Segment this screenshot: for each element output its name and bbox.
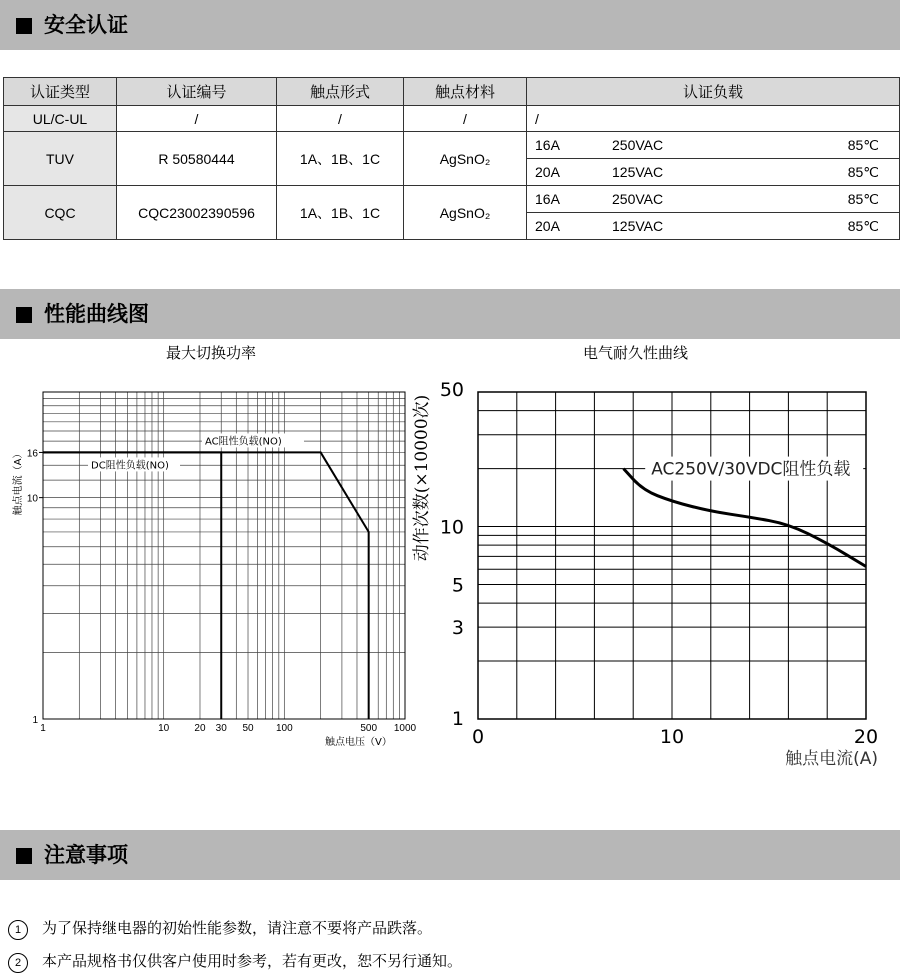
note-text: 本产品规格书仅供客户使用时参考，若有更改，恕不另行通知。 [42,952,463,970]
cell-type: CQC [4,186,117,240]
load-temp: 85℃ [847,164,879,180]
y-tick-label: 16 [26,448,38,460]
x-tick-label: 100 [275,723,293,734]
chart-switching-power [0,370,420,760]
section-header-cert [0,0,900,50]
x-tick-label: 30 [215,723,227,734]
header-contact-form: 触点形式 [277,78,404,106]
header-cert-load: 认证负载 [527,78,900,106]
load-voltage: 250VAC [612,137,664,153]
load-line [527,132,899,159]
square-bullet-icon [16,848,32,864]
y-tick-label: 3 [451,617,464,640]
x-tick-label: 50 [242,723,254,734]
section-header-notes [0,830,900,880]
load-line [527,159,899,185]
certification-table [3,77,900,240]
load-voltage: 125VAC [612,164,664,180]
note-number: 2 [8,953,28,973]
load-temp: 85℃ [847,137,879,153]
cell-material: AgSnO₂ [404,132,527,186]
x-tick-label: 0 [471,726,485,748]
y-axis-label: 动作次数(×10000次) [412,394,432,562]
series-line-endurance [624,469,867,567]
x-axis-label: 触点电压（V） [325,737,392,748]
square-bullet-icon [16,18,32,34]
x-tick-label: 10 [659,726,685,748]
cell-material: AgSnO₂ [404,186,527,240]
cell-form: 1A、1B、1C [277,186,404,240]
load-current: 16A [535,191,560,207]
section-header-curves [0,289,900,339]
x-tick-label: 10 [158,723,170,734]
series-label-ac: AC阻性负载(NO) [204,436,282,448]
y-tick-label: 50 [439,379,464,401]
cell-number: R 50580444 [117,132,277,186]
x-tick-label: 20 [853,726,879,748]
load-current: 20A [535,218,560,234]
chart-electrical-endurance [400,370,900,780]
cell-form: 1A、1B、1C [277,132,404,186]
note-item [8,950,462,973]
chart-title-switching-power: 最大切换功率 [166,344,257,362]
x-tick-label: 20 [194,723,206,734]
note-text: 为了保持继电器的初始性能参数，请注意不要将产品跌落。 [42,919,433,937]
y-tick-label: 1 [451,708,464,730]
cell-number: / [117,106,277,132]
table-row [4,106,900,132]
table-row [4,132,900,186]
cell-number: CQC23002390596 [117,186,277,240]
y-tick-label: 10 [439,516,464,539]
note-item [8,917,432,940]
section-title: 性能曲线图 [44,302,149,326]
section-title: 安全认证 [44,13,128,37]
cell-load [527,132,900,186]
cell-material: / [404,106,527,132]
x-tick-label: 1 [40,723,46,734]
section-title: 注意事项 [44,843,128,867]
load-line [527,213,899,239]
note-number: 1 [8,920,28,940]
chart-title-endurance: 电气耐久性曲线 [583,344,689,362]
y-tick-label: 5 [451,574,464,597]
load-voltage: 125VAC [612,218,664,234]
cell-load: / [527,106,900,132]
cell-type: UL/C-UL [4,106,117,132]
square-bullet-icon [16,307,32,323]
y-axis-label: 触点电流（A） [13,448,24,516]
cell-form: / [277,106,404,132]
series-label-endurance: AC250V/30VDC阻性负载 [651,459,851,480]
load-current: 20A [535,164,560,180]
load-temp: 85℃ [847,191,879,207]
y-tick-label: 10 [26,493,38,505]
x-tick-label: 1000 [393,723,417,734]
cell-type: TUV [4,132,117,186]
load-voltage: 250VAC [612,191,664,207]
header-cert-number: 认证编号 [117,78,277,106]
table-header-row [4,78,900,106]
load-line [527,186,899,213]
load-current: 16A [535,137,560,153]
cell-load [527,186,900,240]
header-contact-material: 触点材料 [404,78,527,106]
load-temp: 85℃ [847,218,879,234]
x-tick-label: 500 [360,723,378,734]
series-label-dc: DC阻性负载(NO) [91,460,169,472]
x-axis-label: 触点电流(A) [785,749,878,769]
y-tick-label: 1 [32,715,38,726]
table-row [4,186,900,240]
header-cert-type: 认证类型 [4,78,117,106]
